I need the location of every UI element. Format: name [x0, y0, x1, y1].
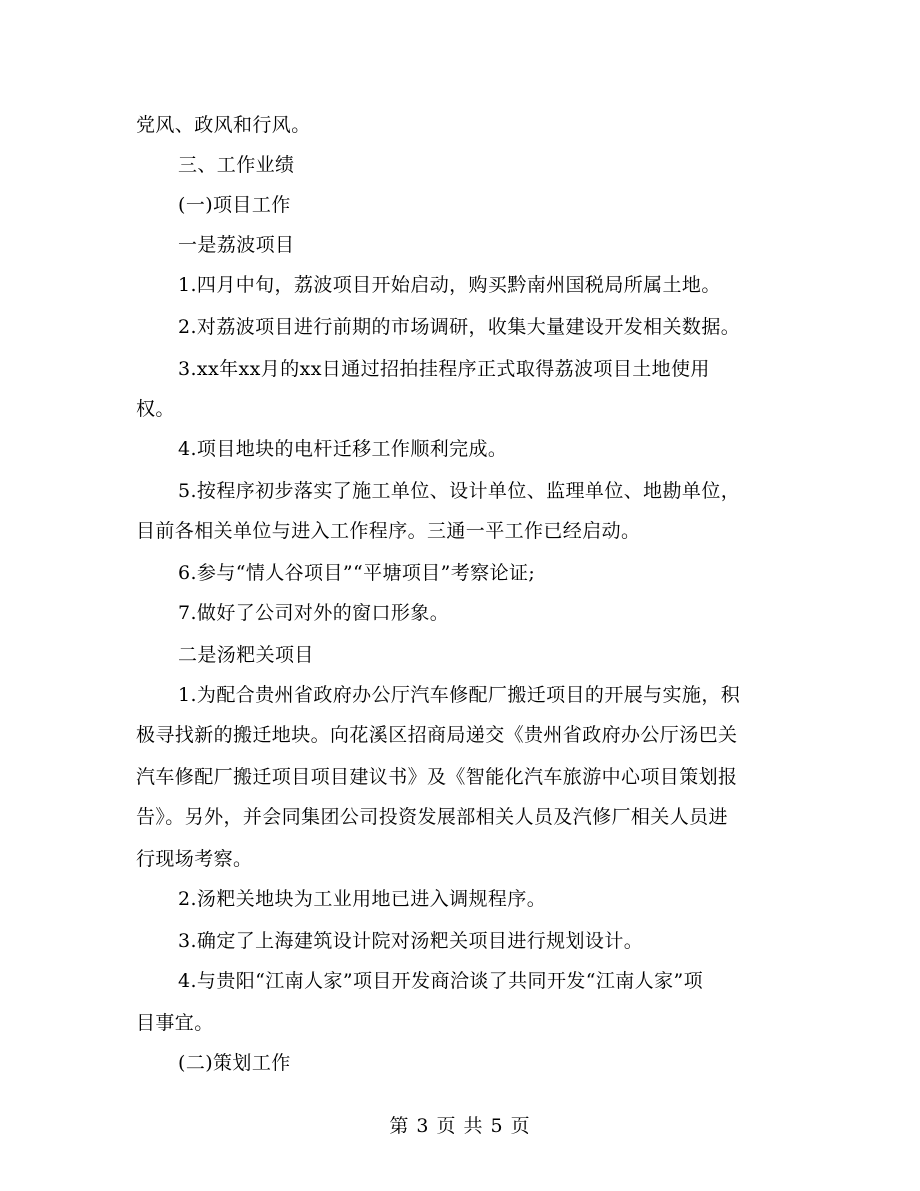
text-line: 2.汤粑关地块为工业用地已进入调规程序。 [178, 888, 547, 910]
item-heading: 二是汤粑关项目 [178, 644, 314, 666]
text-line: 6.参与“情人谷项目”“平塘项目”考察论证; [178, 562, 536, 584]
section-heading: 三、工作业绩 [178, 154, 295, 176]
text-line: 目前各相关单位与进入工作程序。三通一平工作已经启动。 [136, 520, 641, 542]
page-footer: 第 3 页 共 5 页 [389, 1115, 531, 1137]
text-line: 7.做好了公司对外的窗口形象。 [178, 602, 450, 624]
subsection-heading: (一)项目工作 [178, 194, 291, 216]
subsection-heading: (二)策划工作 [178, 1052, 291, 1074]
text-line: 1.四月中旬，荔波项目开始启动，购买黔南州国税局所属土地。 [178, 274, 721, 296]
item-heading: 一是荔波项目 [178, 234, 295, 256]
text-line: 3.确定了上海建筑设计院对汤粑关项目进行规划设计。 [178, 930, 644, 952]
text-line: 极寻找新的搬迁地块。向花溪区招商局递交《贵州省政府办公厅汤巴关 [136, 724, 738, 746]
text-line: 告》。另外，并会同集团公司投资发展部相关人员及汽修厂相关人员进 [136, 806, 728, 828]
text-line: 党风、政风和行风。 [136, 114, 311, 136]
text-line: 5.按程序初步落实了施工单位、设计单位、监理单位、地勘单位， [178, 480, 741, 502]
text-line: 目事宜。 [136, 1012, 214, 1034]
text-line: 行现场考察。 [136, 848, 253, 870]
text-line: 权。 [136, 398, 175, 420]
text-line: 4.与贵阳“江南人家”项目开发商洽谈了共同开发“江南人家”项 [178, 970, 703, 992]
text-line: 汽车修配厂搬迁项目项目建议书》及《智能化汽车旅游中心项目策划报 [136, 766, 738, 788]
text-line: 4.项目地块的电杆迁移工作顺利完成。 [178, 438, 508, 460]
text-line: 1.为配合贵州省政府办公厅汽车修配厂搬迁项目的开展与实施，积 [178, 684, 741, 706]
text-line: 3.xx年xx月的xx日通过招拍挂程序正式取得荔波项目土地使用 [178, 358, 710, 380]
text-line: 2.对荔波项目进行前期的市场调研，收集大量建设开发相关数据。 [178, 316, 741, 338]
